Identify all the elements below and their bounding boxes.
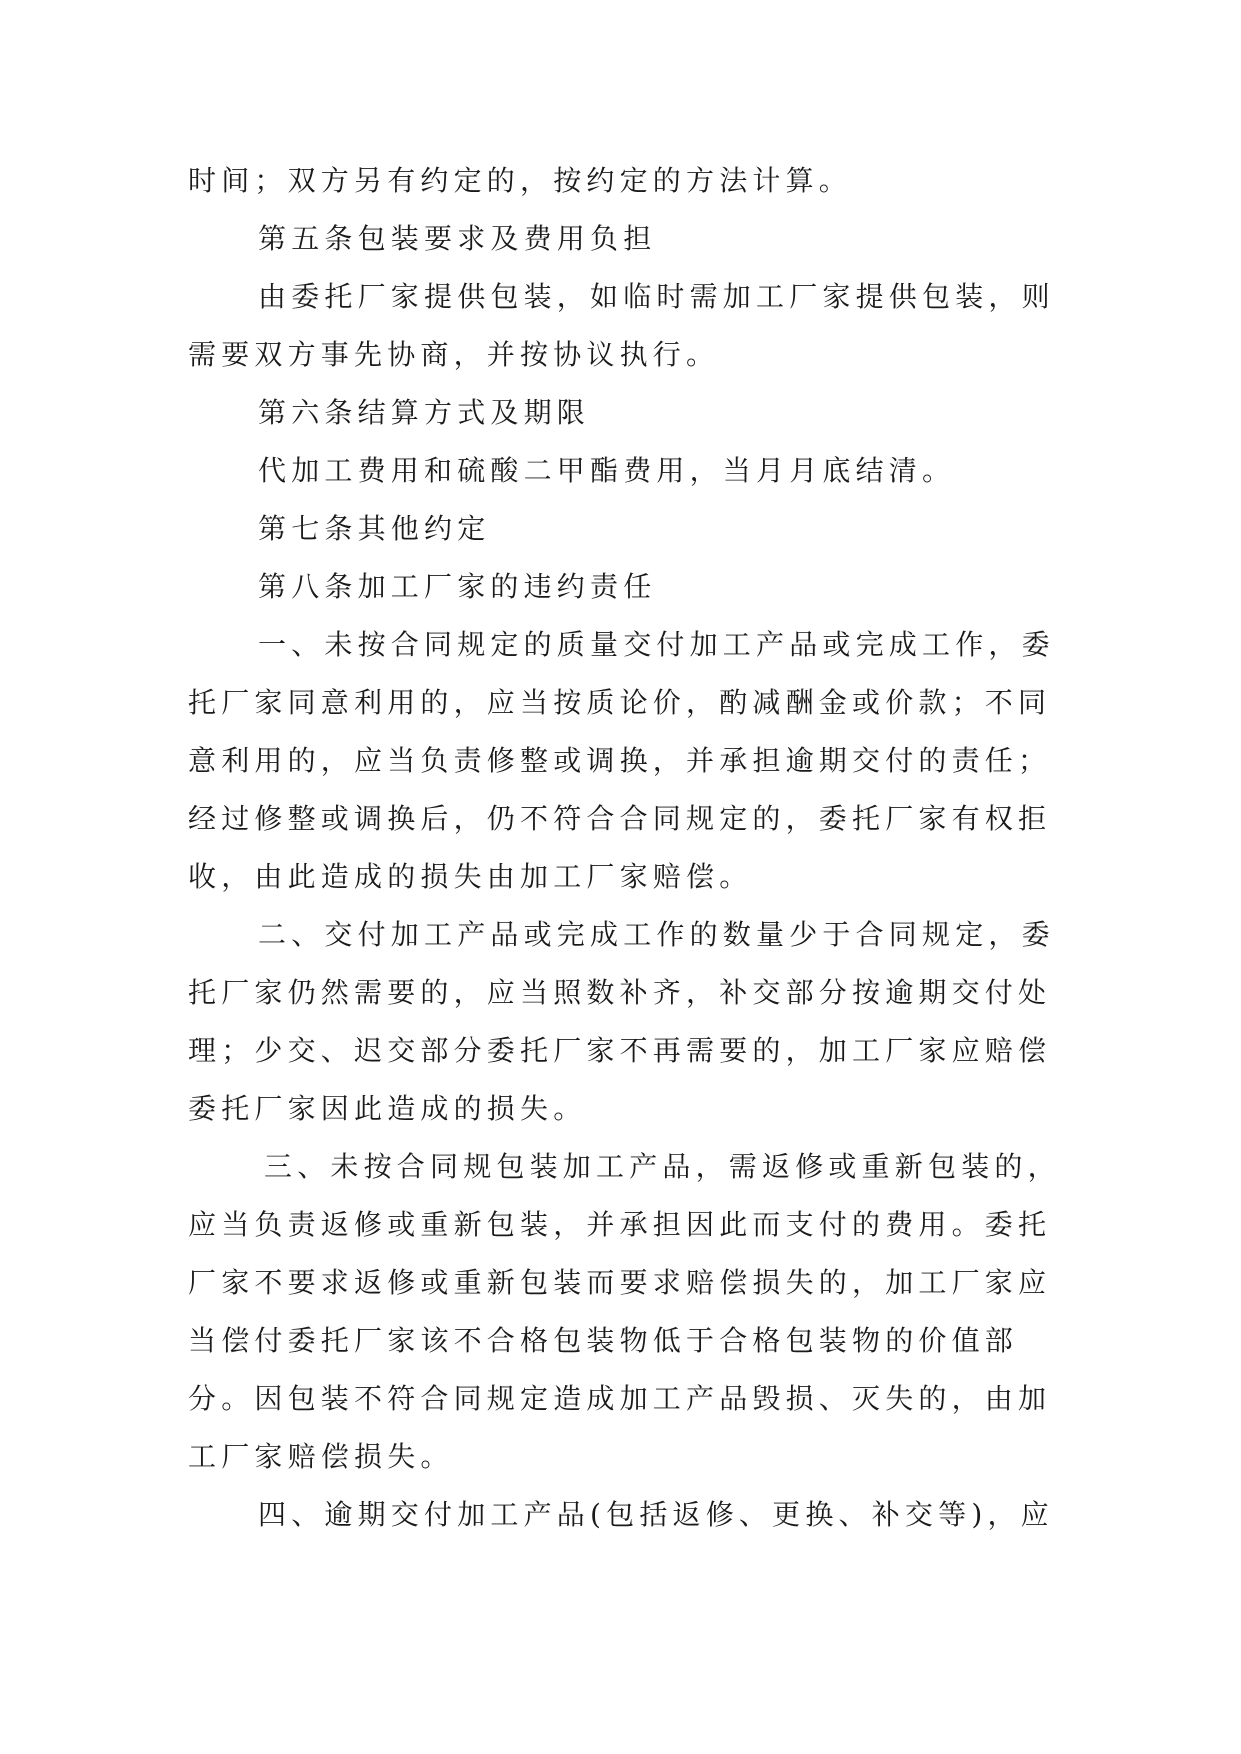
paragraph-line: 四、逾期交付加工产品(包括返修、更换、补交等)，应 [258,1498,1054,1531]
paragraph-line: 三、未按合同规包装加工产品，需返修或重新包装的， [264,1150,1061,1183]
article-heading-8: 第八条加工厂家的违约责任 [258,570,657,603]
paragraph-line: 应当负责返修或重新包装，并承担因此而支付的费用。委托 [188,1208,1052,1241]
article-heading-5: 第五条包装要求及费用负担 [258,222,657,255]
paragraph-line: 二、交付加工产品或完成工作的数量少于合同规定，委 [258,918,1055,951]
paragraph-line: 厂家不要求返修或重新包装而要求赔偿损失的，加工厂家应 [188,1266,1052,1299]
paragraph-line: 代加工费用和硫酸二甲酯费用，当月月底结清。 [258,454,956,487]
article-heading-7: 第七条其他约定 [258,512,491,545]
paragraph-line: 时间；双方另有约定的，按约定的方法计算。 [188,164,853,197]
paragraph-line: 托厂家同意利用的，应当按质论价，酌减酬金或价款；不同 [188,686,1052,719]
paragraph-line: 需要双方事先协商，并按协议执行。 [188,338,720,371]
paragraph-line: 工厂家赔偿损失。 [188,1440,454,1473]
paragraph-line: 理；少交、迟交部分委托厂家不再需要的，加工厂家应赔偿 [188,1034,1052,1067]
paragraph-line: 当偿付委托厂家该不合格包装物低于合格包装物的价值部 [188,1324,1019,1357]
paragraph-line: 一、未按合同规定的质量交付加工产品或完成工作，委 [258,628,1055,661]
paragraph-line: 托厂家仍然需要的，应当照数补齐，补交部分按逾期交付处 [188,976,1052,1009]
document-body [188,152,1068,1544]
paragraph-line: 委托厂家因此造成的损失。 [188,1092,587,1125]
paragraph-line: 意利用的，应当负责修整或调换，并承担逾期交付的责任； [188,744,1052,777]
paragraph-line: 分。因包装不符合同规定造成加工产品毁损、灭失的，由加 [188,1382,1052,1415]
paragraph-line: 由委托厂家提供包装，如临时需加工厂家提供包装，则 [258,280,1055,313]
article-heading-6: 第六条结算方式及期限 [258,396,591,429]
paragraph-line: 收，由此造成的损失由加工厂家赔偿。 [188,860,753,893]
paragraph-line: 经过修整或调换后，仍不符合合同规定的，委托厂家有权拒 [188,802,1052,835]
